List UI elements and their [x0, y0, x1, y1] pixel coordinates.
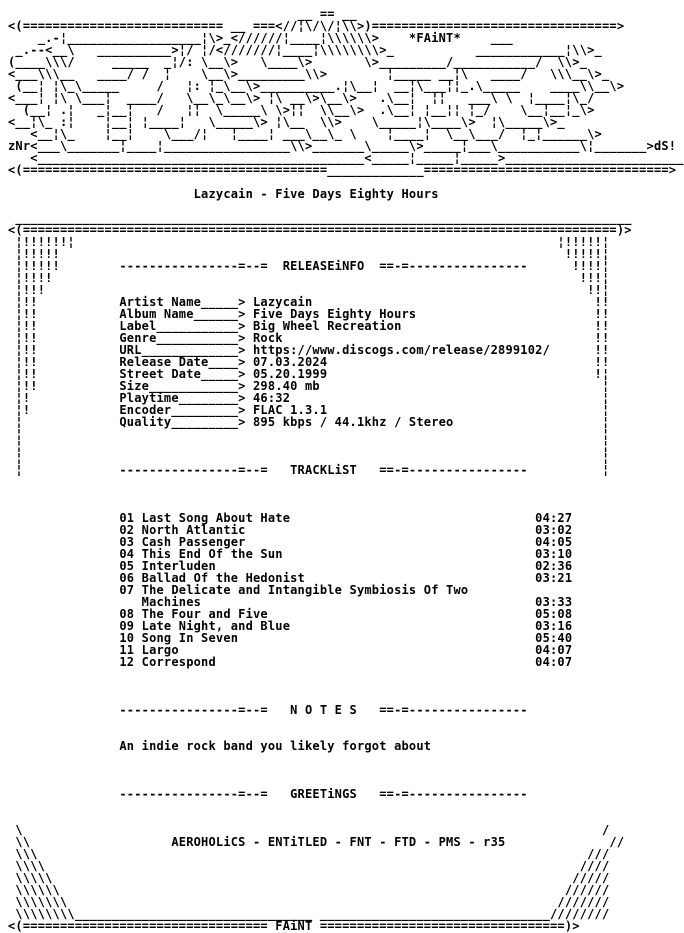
nfo-line: <___¦ ¦\ \___¦ ____/ \__\_\__\> ¦\ __\>\__\> .\__¦ ¦¦ ___\ \ ¦____¦\_/	[8, 91, 595, 105]
nfo-line: \ /	[8, 823, 610, 837]
nfo-line: 06 Ballad Of the Hedonist 03:21	[8, 571, 573, 585]
nfo-line: \\\\\\\ ///////	[8, 895, 610, 909]
nfo-line: ¦ ¦	[8, 427, 610, 441]
nfo-line: <(================================= FAiNT =================================)>	[8, 919, 580, 933]
nfo-line	[8, 680, 656, 692]
nfo-line	[8, 800, 656, 812]
nfo-line: ¦!! Label___________> Big Wheel Recreation !!	[8, 319, 610, 333]
nfo-line: \\\\\\ //////	[8, 883, 610, 897]
nfo-line: __ == __	[8, 7, 357, 21]
nfo-line: ¦!!!!! !!!!!¦	[8, 247, 610, 261]
nfo-line: ----------------=--= GREETiNGS ==-=----------------	[8, 787, 528, 801]
nfo-line: <__¦\_ :¦ ¦__¦ ¦____¦ \_____\> ¦\__ \\> \_____¦\____\> ¦\_____\>_	[8, 115, 565, 129]
nfo-line: (__¦ .¦ _¦__¦ / ¦¦ \_____\ \>¦¦ \\__\> .\__¦ ¦__¦¦ ¦_/ \__¦__¦_\>	[8, 103, 595, 117]
nfo-line: 09 Late Night, and Blue 03:16	[8, 619, 573, 633]
nfo-line: 10 Song In Seven 05:40	[8, 631, 573, 645]
nfo-line: <____________________________________________<_____¦_____¦_____>________________________	[8, 151, 684, 165]
nfo-line: ¦ ¦	[8, 439, 610, 453]
nfo-line: ¦! Playtime________> 46:32 ¦	[8, 391, 610, 405]
nfo-line	[8, 716, 656, 728]
nfo-line: ¦!!!!! ----------------=--= RELEASEiNFO ==-=---------------- !!!!¦	[8, 259, 610, 273]
nfo-line: \\\\\\\\________________________________ _______________________________////////	[8, 907, 610, 921]
nfo-line: zNr<___\_______¦____¦_________________\\>_______\_____\>_____¦___\___________\¦_______>dS!	[8, 139, 677, 153]
nfo-line: ¦!! Artist Name_____> Lazycain !!	[8, 295, 610, 309]
nfo-line: <(=========================== __ ===<//¦\/\/¦\\>)=================================>	[8, 19, 625, 33]
nfo-line: <(=========================================_____________=================================>	[8, 163, 677, 177]
nfo-line: 03 Cash Passenger 04:05	[8, 535, 573, 549]
nfo-line: \\\\\ /////	[8, 871, 610, 885]
nfo-line: ¦!!!! !!!¦	[8, 271, 610, 285]
nfo-line: ¦!! URL_____________> https://www.discogs.com/release/2899102/ !!	[8, 343, 610, 357]
nfo-line: <__¦\_ ¦__¦ \___/¦ ¦____¦ ___\__\_ \ ¦____¦ \__\___/ ¦_¦______\>	[8, 127, 602, 141]
nfo-line: _.--<__\ __________>¦/ ¦/<///////¦____¦\\\\\\\\>_ ____________¦\\>_	[8, 43, 602, 57]
nfo-line: \\\\ ////	[8, 859, 610, 873]
nfo-line: An indie rock band you likely forgot about	[8, 739, 432, 753]
nfo-line: _.-¦__________________¦\>_<//////¦____¦\\\\\\> *FAiNT* ___	[8, 31, 513, 45]
nfo-line: ¦!! Size____________> 298.40 mb ¦	[8, 379, 610, 393]
nfo-line: 08 The Four and Five 05:08	[8, 607, 573, 621]
nfo-line: 05 Interluden 02:36	[8, 559, 573, 573]
nfo-line: (____\\\/ _____ _¦/: \__\> \____\> \>_________/___________/ \\>_	[8, 55, 588, 69]
nfo-line: ¦ ----------------=--= TRACKLiST ==-=---------------- ¦	[8, 463, 610, 477]
nfo-line: ¦ ¦	[8, 451, 610, 465]
nfo-line: ¦!! Street Date_____> 05.20.1999 !¦	[8, 367, 610, 381]
nfo-line	[8, 476, 656, 488]
nfo-line: 01 Last Song About Hate 04:27	[8, 511, 573, 525]
nfo-line: 04 This End Of the Sun 03:10	[8, 547, 573, 561]
nfo-line: ¦!!! !!¦	[8, 283, 610, 297]
nfo-line: \\\ ///	[8, 847, 610, 861]
nfo-line: ¦!! Genre___________> Rock !!	[8, 331, 610, 345]
nfo-line: 12 Correspond 04:07	[8, 655, 573, 669]
nfo-line: ___________________________________________________________________________________	[8, 211, 632, 225]
nfo-line: ¦!! Album Name______> Five Days Eighty Hours !!	[8, 307, 610, 321]
nfo-line: (__¦ ¦\_\_____ / ¦: ¦_\__\>__________.¦\__¦ __¦\___¦¦_.\_____ ____\\__\>	[8, 79, 625, 93]
nfo-line: ¦!!!!!!¦ ¦!!!!!¦	[8, 235, 610, 249]
nfo-line	[8, 752, 656, 764]
nfo-line: 02 North Atlantic 03:02	[8, 523, 573, 537]
nfo-line: <___\\\__ ____/ / ¦ \__\>_________\\> ¦_____ __¦\ ____/ \\\__\>_	[8, 67, 610, 81]
nfo-line: ¦! Encoder_________> FLAC 1.3.1 ¦	[8, 403, 610, 417]
nfo-line: 07 The Delicate and Intangible Symbiosis Of Two	[8, 583, 469, 597]
nfo-line: \\ AEROHOLiCS - ENTiTLED - FNT - FTD - PMS - r35 //	[8, 835, 625, 849]
nfo-line	[8, 488, 656, 500]
nfo-line: ¦ Quality_________> 895 kbps / 44.1khz / Stereo ¦	[8, 415, 610, 429]
nfo-line: Lazycain - Five Days Eighty Hours	[8, 187, 439, 201]
nfo-line	[8, 668, 656, 680]
nfo-line: Machines 03:33	[8, 595, 573, 609]
nfo-line: <(================================================================================)>	[8, 223, 632, 237]
nfo-line: 11 Largo 04:07	[8, 643, 573, 657]
nfo-line	[8, 764, 656, 776]
nfo-line: ----------------=--= N O T E S ==-=----------------	[8, 703, 528, 717]
nfo-line: ¦!! Release Date____> 07.03.2024 !!	[8, 355, 610, 369]
